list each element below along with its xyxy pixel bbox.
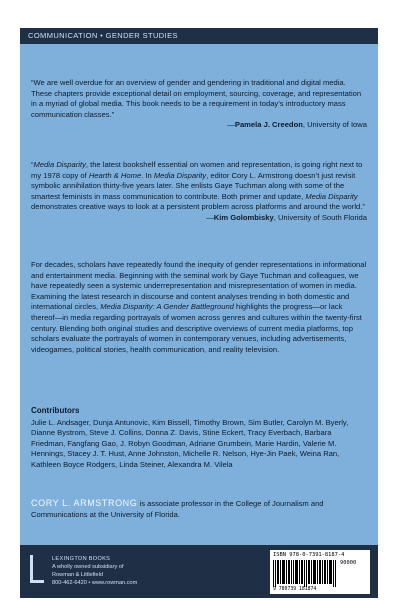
attribution-affiliation: , University of Iowa <box>302 120 367 130</box>
endorsement-golombisky <box>31 160 367 224</box>
book-title: Media Disparity <box>153 170 207 180</box>
publisher-name: LEXINGTON BOOKS <box>52 556 111 562</box>
quote-attribution <box>31 213 367 224</box>
quote-text: “We are well overdue for an overview of gender and gendering in traditional and digital media. These chapters provide exceptional detail on employment, sourcing, coverage, and representation in a myriad of global media. This book needs to be a requirement in today’s introductory mass communication classes.” <box>31 78 362 119</box>
attribution-dash: — <box>227 120 235 130</box>
quote-segment: , editor Cory L. Armstrong doesn’t just revisit symbolic annihilation thirty-five years later. She enlists Gaye Tuchman along with some of the smartest feminists in mass communication to contribute. Both primer and update, <box>31 170 356 201</box>
publisher-contact: 800-462-6420 • www.rowman.com <box>52 580 138 586</box>
quote-segment: . In <box>141 170 154 180</box>
publisher-footer <box>20 545 378 598</box>
quote-segment: “ <box>31 160 34 169</box>
barcode-bars-icon <box>273 560 337 587</box>
contributors-heading: Contributors <box>31 406 80 415</box>
category-label: COMMUNICATION • GENDER STUDIES <box>28 31 178 40</box>
publisher-line: A wholly owned subsidiary of <box>52 564 124 570</box>
publisher-logo-icon <box>30 555 44 583</box>
contributors-section <box>31 406 367 471</box>
author-name: CORY L. ARMSTRONG <box>31 498 138 508</box>
attribution-affiliation: , University of South Florida <box>273 212 367 222</box>
category-band <box>20 28 378 44</box>
quote-text <box>31 160 367 213</box>
publisher-info <box>52 555 172 587</box>
back-cover <box>20 28 378 598</box>
endorsement-creedon <box>31 78 367 131</box>
attribution-dash: — <box>206 212 214 222</box>
description-text <box>31 260 367 355</box>
quote-segment: , the latest bookshelf essential on women and representation, is going right next to my 1978 copy of <box>31 160 363 180</box>
publisher-line: Rowman & Littlefield <box>52 572 103 578</box>
attribution-name: Pamela J. Creedon <box>234 120 303 130</box>
book-description <box>31 260 367 355</box>
price-code: 90000 <box>340 560 357 566</box>
description-segment: highlights the progress—or lack thereof—in media regarding portrayals of women across genres and cultures within the twenty-first century. Blending both original studies and descriptive overviews of current media platforms, top scholars evaluate the portrayals of women in contemporary venues, including advertisements, videogames, political stories, health communication, and reality television. <box>31 302 362 354</box>
quote-attribution <box>31 120 367 131</box>
book-title: Media Disparity <box>33 160 86 169</box>
author-bio <box>31 498 367 520</box>
contributors-list: Julie L. Andsager, Dunja Antunovic, Kim Bissell, Timothy Brown, Sim Butler, Carolyn M. Byerly, Dianne Bystrom, Steve J. Collins, Donna Z. Davis, Stine Eckert, Tracy Everbach, Barbara Friedman, Fangfang Gao, J. Robyn Goodman, Adriane Grumbein, Marie Hardin, Valerie M. Hennings, Stacey J. T. Hust, Anne Johnston, Michelle R. Nelson, Hye-Jin Paek, Weina Ran, Kathleen Boyce Rodgers, Linda Steiner, Alexandra M. Vilela <box>31 417 349 469</box>
book-title: Hearth & Home <box>88 170 142 180</box>
description-segment: For decades, scholars have repeatedly found the inequity of gender representations in informational and entertainment media. Beginning with the seminal work by Gaye Tuchman and colleagues, we have repeatedly seen a systemic underrepresentation and misrepresentation of women in media. Examining the latest research in discourse and content analyses trending in both domestic and international circles, <box>31 260 367 312</box>
barcode-digits: 9 780739 181874 <box>273 587 317 592</box>
attribution-name: Kim Golombisky <box>213 212 274 222</box>
author-bio-text: is associate professor in the College of Journalism and Communications at the University of Florida. <box>31 499 324 519</box>
quote-segment: demonstrates creative ways to look at a persistent problem across platforms and around the world.” <box>31 202 365 212</box>
book-title: Media Disparity <box>305 191 358 201</box>
book-title: Media Disparity: A Gender Battleground <box>100 302 234 312</box>
isbn-label: ISBN 978-0-7391-8187-4 <box>273 552 345 558</box>
barcode <box>270 550 370 594</box>
